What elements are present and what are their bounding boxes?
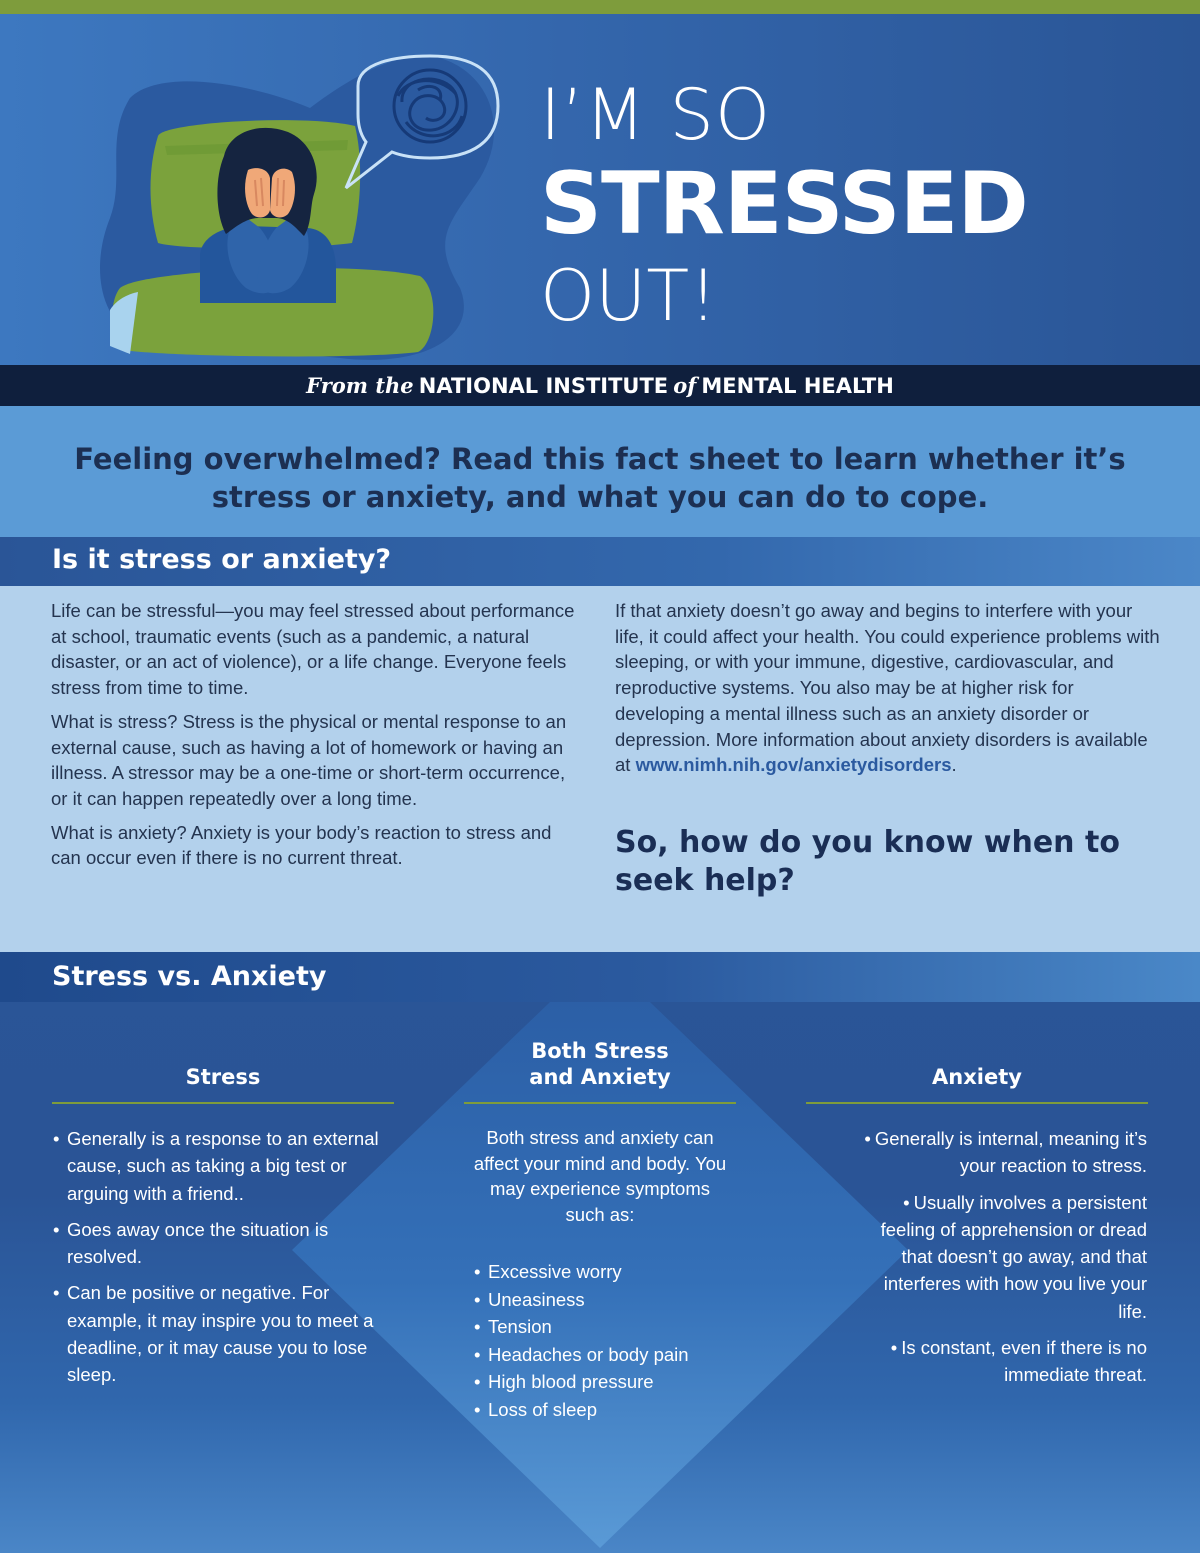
top-accent-stripe [0, 0, 1200, 14]
source-org-part2: MENTAL HEALTH [701, 374, 894, 398]
list-item [860, 1125, 1147, 1180]
bullet: • [890, 1337, 898, 1359]
list-item-text: Generally is internal, meaning it’s your reaction to stress. [874, 1128, 1147, 1177]
list-item: • Excessive worry [474, 1258, 744, 1286]
stress-list [52, 1125, 392, 1398]
intro-band [0, 406, 1200, 537]
source-attribution-band [0, 365, 1200, 406]
paragraph-anxiety-health [615, 598, 1160, 778]
source-from: From the [306, 373, 414, 398]
right-column [615, 598, 1160, 786]
list-item: • Headaches or body pain [474, 1341, 744, 1369]
section-stress-or-anxiety-body [0, 586, 1200, 952]
paragraph-life-stressful: Life can be stressful—you may feel stressed about performance at school, traumatic events (such as a pandemic, a natural disaster, or an act of violence), or a life change. Everyone feels stress from time to time. [51, 600, 575, 699]
title-line-1: I’M SO [540, 74, 772, 156]
stress-vs-anxiety-heading: Stress vs. Anxiety [52, 961, 327, 992]
title-line-2: STRESSED [540, 154, 1028, 254]
anxiety-column-heading: Anxiety [932, 1065, 1022, 1089]
section-stress-or-anxiety-heading: Is it stress or anxiety? [52, 544, 392, 575]
paragraph-what-is-anxiety: What is anxiety? Anxiety is your body’s reaction to stress and can occur even if there is no current threat. [51, 821, 552, 869]
list-item: • Generally is a response to an external cause, such as taking a big test or arguing with a friend.. [52, 1125, 392, 1207]
section-stress-or-anxiety-header [0, 537, 1200, 586]
both-heading-line2: and Anxiety [529, 1065, 671, 1089]
stress-vs-anxiety-section [0, 952, 1200, 1553]
bullet: • [864, 1128, 871, 1149]
paragraph-anxiety-health-text: If that anxiety doesn’t go away and begins to interfere with your life, it could affect your health. You could experience problems with sleeping, or with your immune, digestive, cardiovascular, and reproductive systems. You also may be at higher risk for developing a mental illness such as an anxiety disorder or depression. More information about anxiety disorders is available at [615, 600, 1160, 776]
list-item-text: Usually involves a persistent feeling of apprehension or dread that doesn’t go away, and that interferes with how you live your life. [880, 1191, 1147, 1322]
source-of: of [673, 373, 697, 398]
link-suffix: . [951, 754, 957, 776]
list-item: • High blood pressure [474, 1368, 744, 1396]
list-item: • Loss of sleep [474, 1396, 744, 1424]
page-title [540, 76, 1028, 338]
seek-help-heading: So, how do you know when to seek help? [615, 825, 1120, 898]
anxiety-disorders-link[interactable]: www.nimh.nih.gov/anxietydisorders [635, 754, 952, 776]
list-item [860, 1189, 1147, 1325]
anxiety-column-rule [806, 1102, 1148, 1104]
both-column-heading [466, 1038, 734, 1090]
stress-column-heading: Stress [185, 1065, 261, 1089]
left-column [51, 598, 581, 879]
bullet: • [903, 1191, 910, 1213]
stress-vs-anxiety-header [0, 952, 1200, 1002]
list-item: • Uneasiness [474, 1286, 744, 1314]
list-item-text: Is constant, even if there is no immediate threat. [901, 1337, 1147, 1386]
stressed-person-illustration [100, 38, 520, 365]
paragraph-what-is-stress: What is stress? Stress is the physical or mental response to an external cause, such as having a lot of homework or having an illness. A stressor may be a one-time or short-term occurrence, or it can happen repeatedly over a long time. [51, 710, 567, 809]
list-item [860, 1334, 1147, 1389]
list-item: • Can be positive or negative. For example, it may inspire you to meet a deadline, or it may cause you to lose sleep. [52, 1279, 392, 1388]
title-line-3: OUT! [540, 255, 718, 337]
hero-banner [0, 14, 1200, 365]
stress-column-rule [52, 1102, 394, 1104]
anxiety-list [860, 1125, 1147, 1398]
intro-text: Feeling overwhelmed? Read this fact sheet to learn whether it’s stress or anxiety, and what you can do to cope. [74, 442, 1126, 514]
symptoms-list [474, 1258, 744, 1423]
source-org-part1: NATIONAL INSTITUTE [418, 374, 669, 398]
list-item: • Goes away once the situation is resolved. [52, 1216, 392, 1271]
both-description: Both stress and anxiety can affect your mind and body. You may experience symptoms such as: [473, 1127, 727, 1226]
both-column-rule [464, 1102, 736, 1104]
both-heading-line1: Both Stress [531, 1039, 669, 1063]
list-item: • Tension [474, 1313, 744, 1341]
